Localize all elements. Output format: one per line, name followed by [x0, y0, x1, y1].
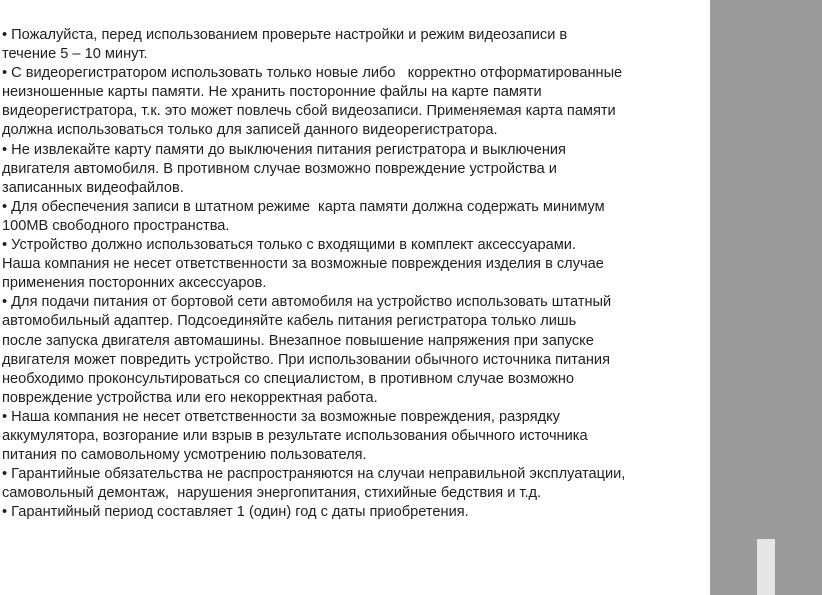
- text-line: • Пожалуйста, перед использованием проверьте настройки и режим видеозаписи в: [2, 27, 568, 43]
- text-line: неизношенные карты памяти. Не хранить посторонние файлы на карте памяти: [2, 84, 542, 101]
- text-line: • Для обеспечения записи в штатном режиме карта памяти должна содержать минимум: [2, 198, 605, 215]
- text-line: • Гарантийный период составляет 1 (один) год с даты приобретения.: [2, 504, 469, 521]
- text-line: должна использоваться только для записей данного видеорегистратора.: [2, 122, 498, 139]
- text-line: • Наша компания не несет ответственности за возможные повреждения, разрядку: [2, 408, 560, 425]
- text-line: двигателя может повредить устройство. При использовании обычного источника питания: [2, 351, 610, 368]
- text-line: видеорегистратора, т.к. это может повлечь сбой видеозаписи. Применяемая карта памяти: [2, 103, 616, 120]
- text-line: • Не извлекайте карту памяти до выключения питания регистратора и выключения: [2, 141, 566, 158]
- instructions-text: [2, 26, 708, 522]
- side-margin-bar: [710, 0, 822, 595]
- text-line: • С видеорегистратором использовать только новые либо корректно отформатированные: [2, 65, 623, 82]
- text-line: после запуска двигателя автомашины. Внезапное повышение напряжения при запуске: [2, 332, 594, 349]
- text-line: • Для подачи питания от бортовой сети автомобиля на устройство использовать штатный: [2, 294, 612, 311]
- text-line: Наша компания не несет ответственности за возможные повреждения изделия в случае: [2, 256, 604, 273]
- text-line: течение 5 – 10 минут.: [2, 46, 148, 63]
- text-line: повреждение устройства или его некорректная работа.: [2, 389, 378, 406]
- text-line: необходимо проконсультироваться со специалистом, в противном случае возможно: [2, 370, 575, 387]
- text-line: двигателя автомобиля. В противном случае возможно повреждение устройства и: [2, 160, 557, 177]
- text-line: 100MB свободного пространства.: [2, 217, 230, 234]
- text-line: записанных видеофайлов.: [2, 179, 184, 196]
- text-line: аккумулятора, возгорание или взрыв в результате использования обычного источника: [2, 427, 588, 444]
- text-line: • Гарантийные обязательства не распространяются на случаи неправильной эксплуатации,: [2, 466, 626, 483]
- text-line: автомобильный адаптер. Подсоединяйте кабель питания регистратора только лишь: [2, 313, 577, 330]
- text-line: применения посторонних аксессуаров.: [2, 275, 267, 292]
- text-line: питания по самовольному усмотрению пользователя.: [2, 447, 367, 464]
- page-edge-tab: [757, 539, 775, 595]
- text-line: • Устройство должно использоваться только с входящими в комплект аксессуарами.: [2, 237, 576, 254]
- text-line: самовольный демонтаж, нарушения энергопитания, стихийные бедствия и т.д.: [2, 485, 542, 502]
